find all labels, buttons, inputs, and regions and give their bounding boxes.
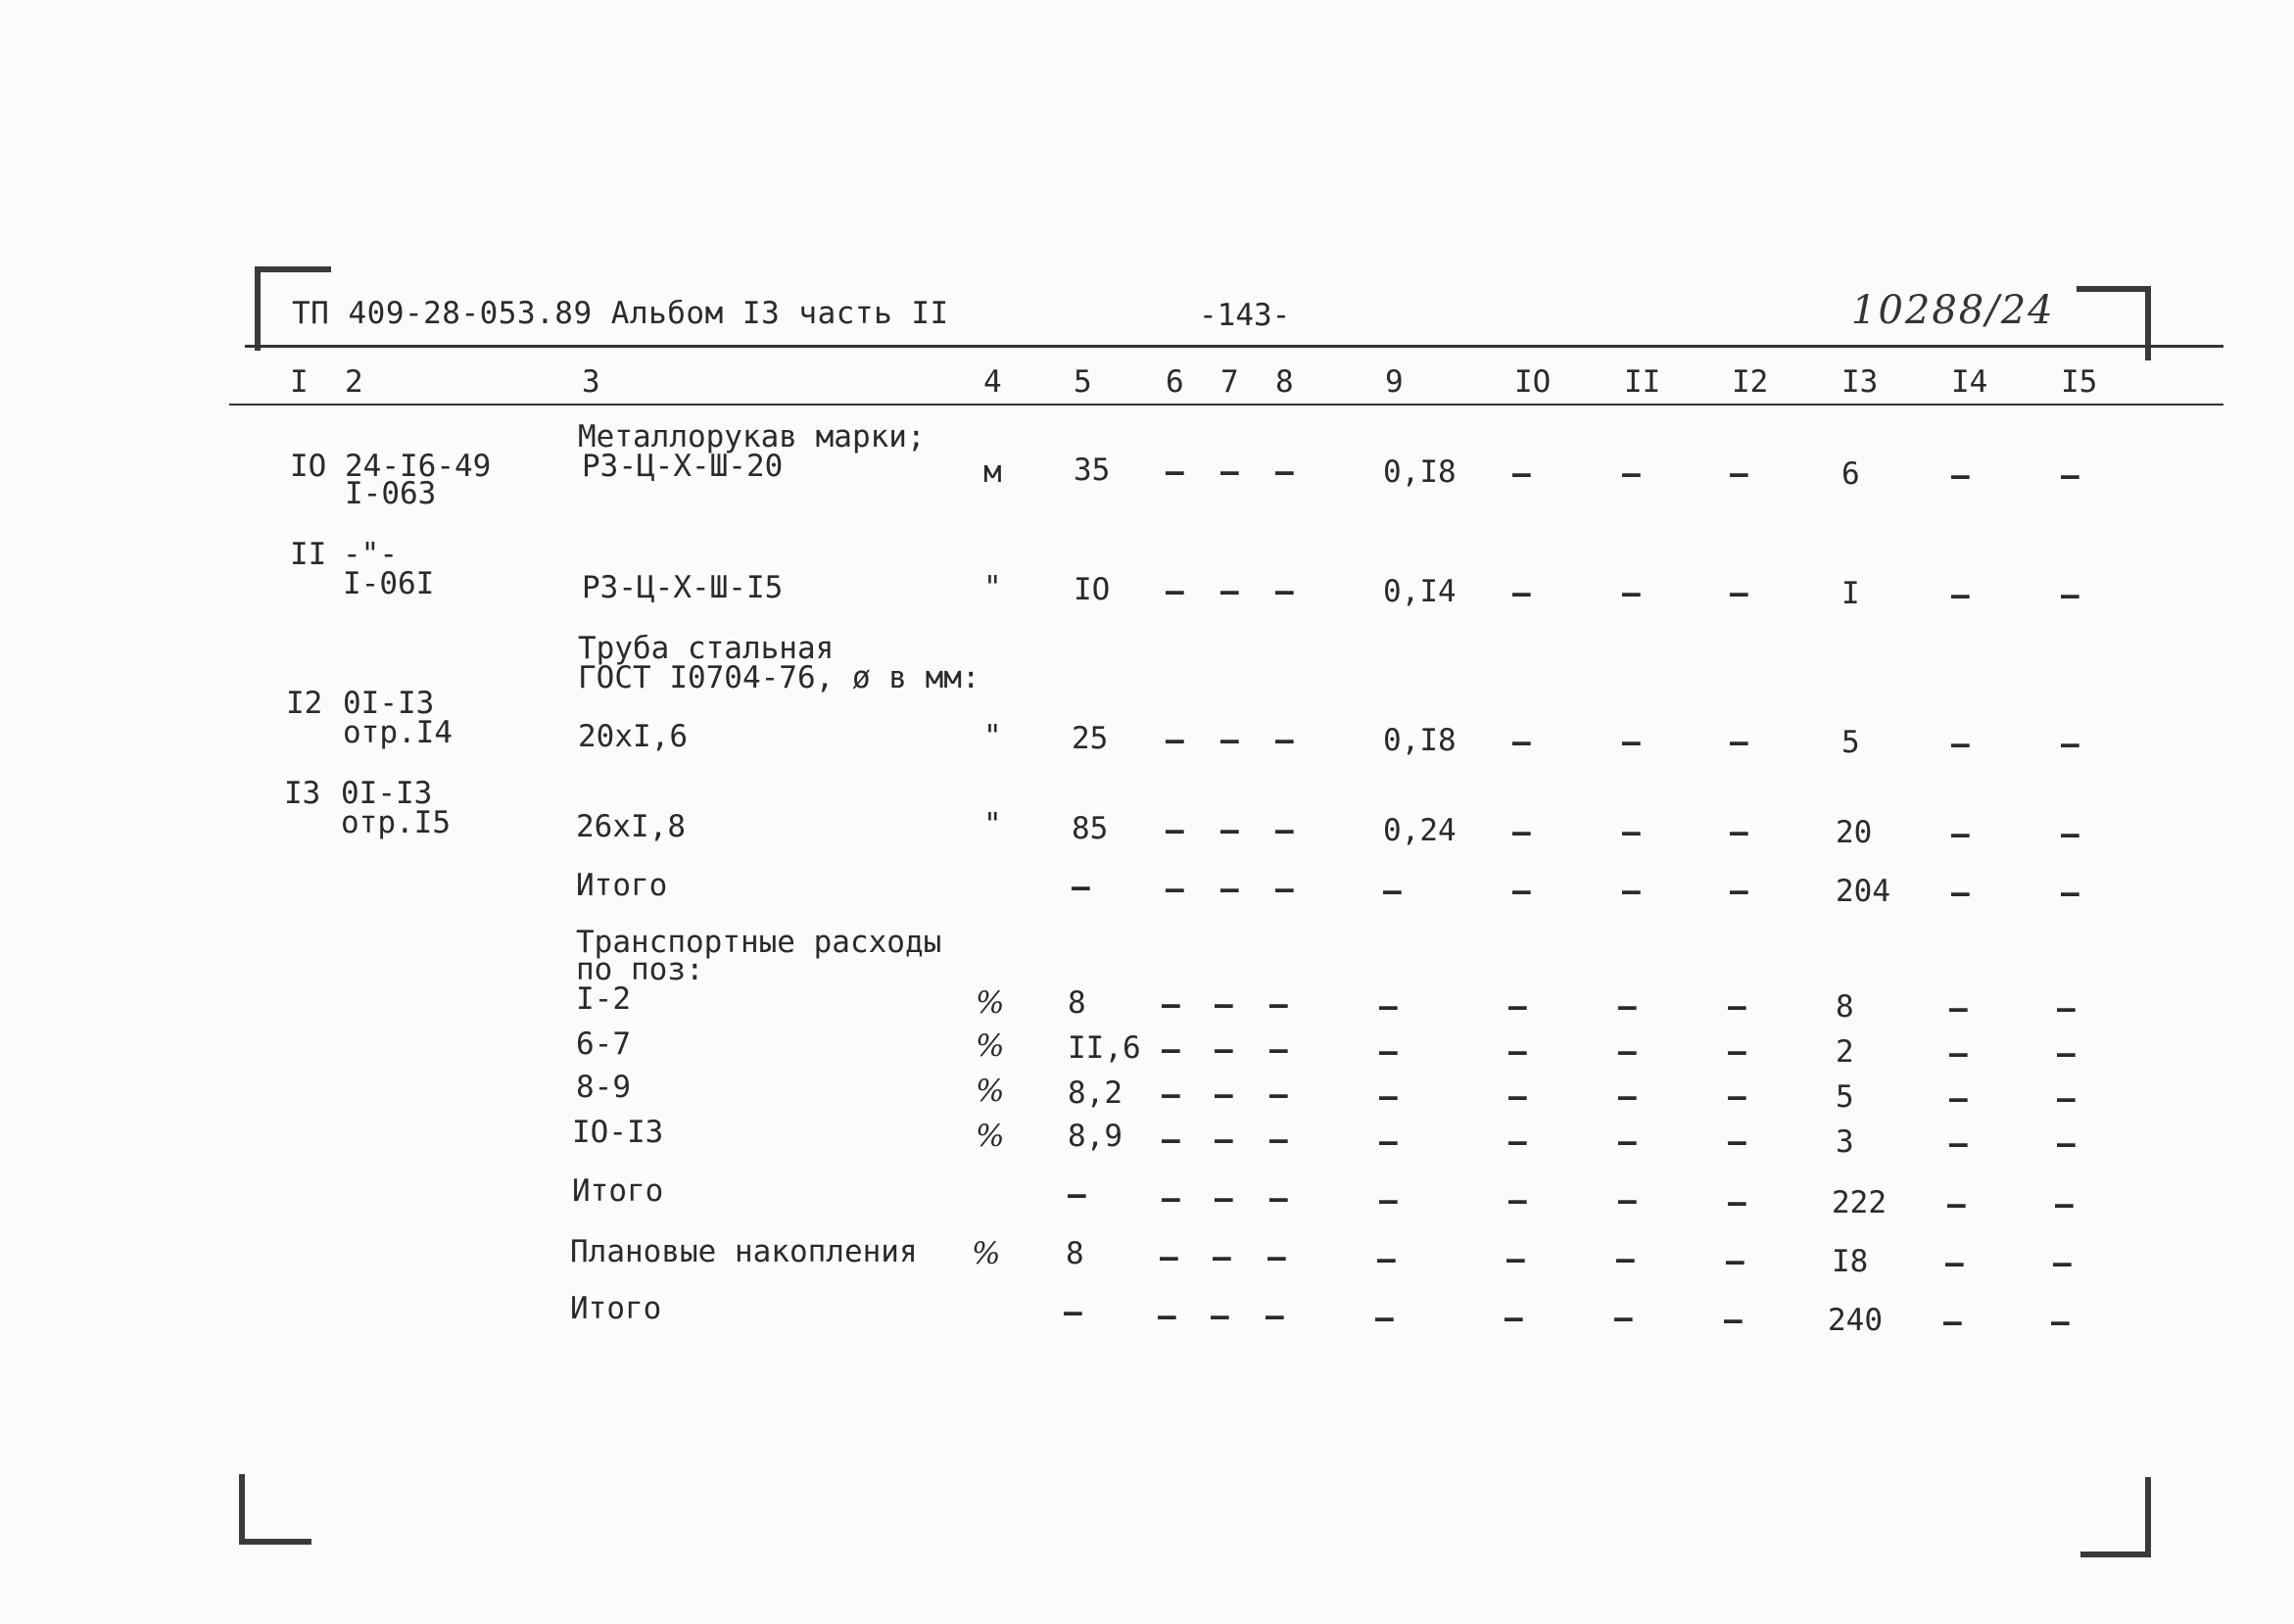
- col-9: 9: [1385, 364, 1404, 400]
- row-name: Р3-Ц-Х-Ш-I5: [582, 570, 784, 605]
- row-c13: I: [1841, 576, 1860, 611]
- document-title: ТП 409-28-053.89 Альбом I3 часть II: [292, 296, 949, 331]
- transport-heading-line1: Транспортные расходы: [576, 925, 942, 960]
- transport-item-c7: –: [1215, 1032, 1233, 1068]
- row-c15: –: [2061, 727, 2079, 762]
- row-name: 26хI,8: [576, 809, 686, 844]
- transport-item-qty: 8,9: [1068, 1119, 1123, 1154]
- total-c12: –: [1724, 1303, 1743, 1338]
- planned-unit: %: [972, 1236, 1001, 1271]
- transport-item-c7: –: [1215, 987, 1233, 1023]
- transport-item-c6: –: [1162, 1032, 1180, 1068]
- transport-item-c10: –: [1508, 1034, 1527, 1070]
- transport-item-c6: –: [1162, 987, 1180, 1023]
- row-c12: –: [1730, 725, 1748, 760]
- subtotal-c12: –: [1728, 1185, 1746, 1220]
- handwritten-doc-number: 10288/24: [1851, 288, 2055, 333]
- subtotal-c8: –: [1269, 1181, 1288, 1217]
- row-c13: 6: [1841, 456, 1860, 492]
- row-qty: IO: [1074, 572, 1111, 607]
- total-c6: –: [1158, 1299, 1176, 1334]
- total-c8: –: [1266, 1299, 1284, 1334]
- group-heading-line2: ГОСТ I0704-76, ø в мм:: [578, 660, 980, 695]
- row-c6: –: [1166, 813, 1184, 848]
- transport-item-c15: –: [2057, 991, 2076, 1027]
- row-c7: –: [1220, 454, 1239, 490]
- row-code-line1: 0I-I3: [341, 776, 433, 811]
- row-c12: –: [1730, 456, 1748, 492]
- row-c8: –: [1275, 574, 1294, 609]
- row-c6: –: [1166, 574, 1184, 609]
- row-c8: –: [1275, 723, 1294, 758]
- transport-item-c12: –: [1728, 1124, 1746, 1160]
- planned-c8: –: [1267, 1240, 1286, 1275]
- row-position: I2: [286, 686, 323, 721]
- row-c14: –: [1951, 458, 1970, 494]
- transport-item-c12: –: [1728, 1079, 1746, 1115]
- corner-mark-bottom-left: [239, 1474, 311, 1545]
- row-c11: –: [1622, 725, 1641, 760]
- col-12: I2: [1732, 364, 1769, 400]
- col-14: I4: [1951, 364, 1988, 400]
- transport-item-c14: –: [1949, 1126, 1968, 1162]
- transport-item-unit: %: [976, 1119, 1005, 1154]
- subtotal-c9: –: [1379, 1183, 1398, 1218]
- subtotal-c15: –: [2061, 876, 2079, 911]
- transport-item-c7: –: [1215, 1077, 1233, 1113]
- col-4: 4: [983, 364, 1002, 400]
- transport-item-label: 6-7: [576, 1027, 631, 1062]
- row-c10: –: [1512, 576, 1531, 611]
- row-qty: 25: [1072, 721, 1109, 756]
- row-unit: м: [983, 454, 1002, 490]
- transport-item-c6: –: [1162, 1122, 1180, 1158]
- transport-item-c15: –: [2057, 1081, 2076, 1117]
- transport-item-qty: 8,2: [1068, 1075, 1123, 1111]
- corner-mark-top-right: [2077, 286, 2151, 360]
- row-qty: 85: [1072, 811, 1109, 846]
- col-11: II: [1624, 364, 1661, 400]
- planned-c11: –: [1616, 1242, 1635, 1277]
- transport-item-c13: 3: [1836, 1124, 1854, 1160]
- subtotal-c15: –: [2055, 1187, 2074, 1222]
- subtotal-c10: –: [1508, 1183, 1527, 1218]
- group-heading-line1: Труба стальная: [578, 631, 835, 666]
- row-c12: –: [1730, 815, 1748, 850]
- transport-item-c9: –: [1379, 1079, 1398, 1115]
- transport-item-c9: –: [1379, 1124, 1398, 1160]
- col-2: 2: [345, 364, 363, 400]
- row-name-line1: Металлорукав марки;: [578, 419, 926, 454]
- total-c15: –: [2051, 1305, 2070, 1340]
- col-1: I: [290, 364, 309, 400]
- transport-item-c12: –: [1728, 1034, 1746, 1070]
- transport-item-c6: –: [1162, 1077, 1180, 1113]
- row-c10: –: [1512, 456, 1531, 492]
- row-unit: ": [983, 719, 1002, 754]
- row-c8: –: [1275, 454, 1294, 490]
- col-6: 6: [1166, 364, 1184, 400]
- transport-item-c8: –: [1269, 987, 1288, 1023]
- transport-item-c15: –: [2057, 1126, 2076, 1162]
- row-c11: –: [1622, 576, 1641, 611]
- transport-item-c8: –: [1269, 1032, 1288, 1068]
- subtotal-label: Итого: [576, 868, 668, 903]
- row-code-line2: отр.I4: [343, 715, 453, 750]
- transport-item-qty: II,6: [1068, 1030, 1141, 1066]
- row-position: II: [290, 537, 327, 572]
- row-c10: –: [1512, 725, 1531, 760]
- transport-item-c10: –: [1508, 1079, 1527, 1115]
- row-c11: –: [1622, 456, 1641, 492]
- row-unit: ": [983, 570, 1002, 605]
- transport-item-label: IO-I3: [572, 1115, 664, 1150]
- header-rule: [245, 345, 2223, 348]
- subtotal-qty: –: [1072, 870, 1090, 905]
- planned-label: Плановые накопления: [570, 1234, 918, 1269]
- row-c13: 5: [1841, 725, 1860, 760]
- row-c15: –: [2061, 458, 2079, 494]
- row-c9: 0,I4: [1383, 574, 1457, 609]
- row-code-line1: -"-: [343, 537, 398, 572]
- total-label: Итого: [570, 1291, 662, 1326]
- transport-item-c11: –: [1618, 1124, 1637, 1160]
- transport-item-c9: –: [1379, 989, 1398, 1025]
- row-position: I3: [284, 776, 321, 811]
- transport-item-c13: 8: [1836, 989, 1854, 1025]
- subtotal-c14: –: [1951, 876, 1970, 911]
- subtotal-c11: –: [1618, 1183, 1637, 1218]
- subtotal-c13: 222: [1832, 1185, 1887, 1220]
- planned-c10: –: [1506, 1242, 1525, 1277]
- row-c7: –: [1220, 813, 1239, 848]
- row-c15: –: [2061, 578, 2079, 613]
- transport-item-c11: –: [1618, 1079, 1637, 1115]
- planned-c15: –: [2053, 1246, 2072, 1281]
- transport-item-c13: 5: [1836, 1079, 1854, 1115]
- planned-c9: –: [1377, 1242, 1396, 1277]
- row-c9: 0,I8: [1383, 723, 1457, 758]
- planned-c6: –: [1160, 1240, 1178, 1275]
- column-header-rule: [229, 404, 2223, 406]
- transport-item-c13: 2: [1836, 1034, 1854, 1070]
- transport-item-c11: –: [1618, 989, 1637, 1025]
- row-c9: 0,24: [1383, 813, 1457, 848]
- planned-c7: –: [1213, 1240, 1231, 1275]
- transport-item-c12: –: [1728, 989, 1746, 1025]
- transport-item-c14: –: [1949, 991, 1968, 1027]
- page-number: -143-: [1199, 298, 1291, 333]
- row-c11: –: [1622, 815, 1641, 850]
- col-5: 5: [1074, 364, 1092, 400]
- row-c8: –: [1275, 813, 1294, 848]
- subtotal-c8: –: [1275, 872, 1294, 907]
- row-position: IO: [290, 449, 327, 484]
- total-c13: 240: [1828, 1303, 1883, 1338]
- total-c11: –: [1614, 1301, 1633, 1336]
- transport-item-unit: %: [976, 1074, 1005, 1109]
- transport-item-c7: –: [1215, 1122, 1233, 1158]
- transport-item-c8: –: [1269, 1122, 1288, 1158]
- corner-mark-bottom-right: [2080, 1477, 2151, 1557]
- row-c7: –: [1220, 723, 1239, 758]
- transport-item-c10: –: [1508, 1124, 1527, 1160]
- transport-heading-line2: по поз:: [576, 952, 704, 987]
- subtotal-c13: 204: [1836, 874, 1890, 909]
- row-c14: –: [1951, 727, 1970, 762]
- subtotal-c10: –: [1512, 874, 1531, 909]
- planned-c14: –: [1945, 1246, 1964, 1281]
- row-name-line2: Р3-Ц-Х-Ш-20: [582, 449, 784, 484]
- subtotal-c6: –: [1162, 1181, 1180, 1217]
- row-code-line1: 0I-I3: [343, 686, 435, 721]
- row-unit: ": [983, 807, 1002, 842]
- row-code-line2: I-063: [345, 476, 437, 511]
- transport-item-label: 8-9: [576, 1070, 631, 1105]
- total-c9: –: [1375, 1301, 1394, 1336]
- planned-qty: 8: [1066, 1236, 1084, 1271]
- total-c14: –: [1943, 1305, 1962, 1340]
- subtotal-c12: –: [1730, 874, 1748, 909]
- transport-item-qty: 8: [1068, 985, 1086, 1021]
- col-7: 7: [1220, 364, 1239, 400]
- row-qty: 35: [1074, 453, 1111, 488]
- row-code-line2: отр.I5: [341, 805, 451, 840]
- col-15: I5: [2061, 364, 2098, 400]
- row-c15: –: [2061, 817, 2079, 852]
- transport-item-unit: %: [976, 1028, 1005, 1064]
- col-10: IO: [1514, 364, 1552, 400]
- subtotal-c11: –: [1622, 874, 1641, 909]
- subtotal-c7: –: [1220, 872, 1239, 907]
- row-code-line2: I-06I: [343, 566, 435, 601]
- row-code-line1: 24-I6-49: [345, 449, 492, 484]
- row-c6: –: [1166, 723, 1184, 758]
- col-3: 3: [582, 364, 600, 400]
- subtotal-c14: –: [1947, 1187, 1966, 1222]
- planned-c12: –: [1726, 1244, 1744, 1279]
- total-c7: –: [1211, 1299, 1229, 1334]
- transport-item-c14: –: [1949, 1081, 1968, 1117]
- row-c14: –: [1951, 817, 1970, 852]
- row-c12: –: [1730, 576, 1748, 611]
- row-c13: 20: [1836, 815, 1873, 850]
- row-c7: –: [1220, 574, 1239, 609]
- transport-item-c11: –: [1618, 1034, 1637, 1070]
- planned-c13: I8: [1832, 1244, 1869, 1279]
- transport-item-c10: –: [1508, 989, 1527, 1025]
- subtotal-label: Итого: [572, 1173, 664, 1209]
- row-c9: 0,I8: [1383, 454, 1457, 490]
- subtotal-c9: –: [1383, 874, 1402, 909]
- row-c14: –: [1951, 578, 1970, 613]
- transport-item-unit: %: [976, 985, 1005, 1021]
- total-c10: –: [1505, 1301, 1523, 1336]
- subtotal-qty: –: [1068, 1177, 1086, 1213]
- transport-item-c9: –: [1379, 1034, 1398, 1070]
- total-qty: –: [1064, 1295, 1082, 1330]
- subtotal-c7: –: [1215, 1181, 1233, 1217]
- col-8: 8: [1275, 364, 1294, 400]
- row-name: 20хI,6: [578, 719, 688, 754]
- transport-item-c14: –: [1949, 1036, 1968, 1072]
- transport-item-label: I-2: [576, 981, 631, 1017]
- transport-item-c15: –: [2057, 1036, 2076, 1072]
- row-c10: –: [1512, 815, 1531, 850]
- col-13: I3: [1841, 364, 1879, 400]
- row-c6: –: [1166, 454, 1184, 490]
- subtotal-c6: –: [1166, 872, 1184, 907]
- transport-item-c8: –: [1269, 1077, 1288, 1113]
